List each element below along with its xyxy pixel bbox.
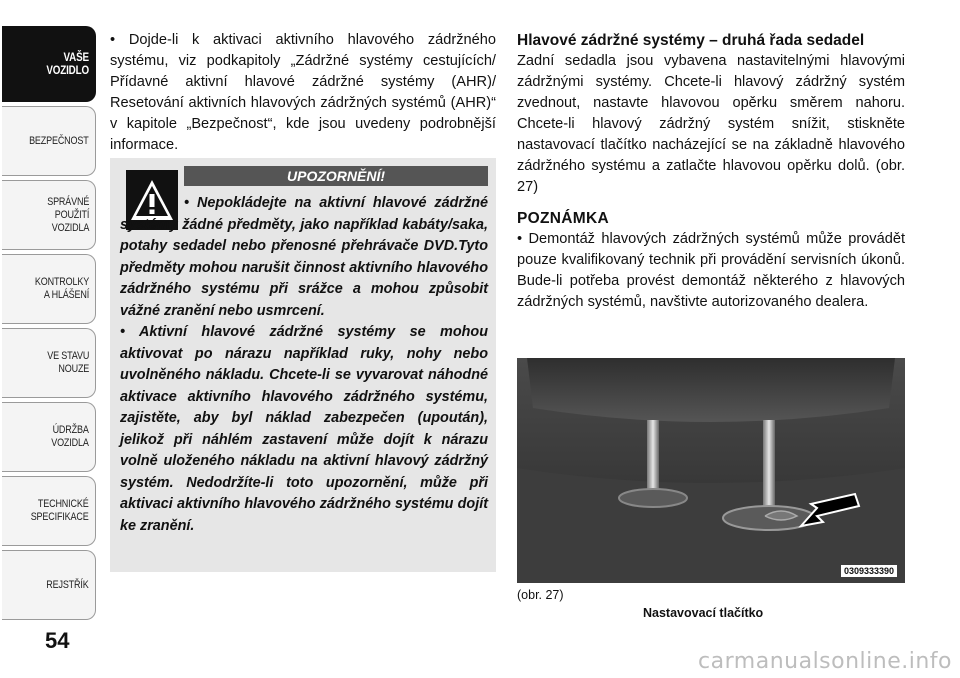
chapter-tabs <box>0 0 100 678</box>
figure-label: (obr. 27) <box>517 588 564 602</box>
tab-ve-stavu-nouze[interactable]: VE STAVU NOUZE <box>2 328 96 398</box>
warning-item-1: • Nepokládejte na aktivní hlavové zádržné systémy žádné předměty, jako například kabáty/saka, potahy sedadel nebo přenosné přehrávače DVD.Tyto předměty mohou narušit činnost aktivního hlavového zádržného systému při srážce a mohou způsobit vážné zranění nebo usmrcení. <box>120 195 488 319</box>
note-paragraph: • Demontáž hlavových zádržných systémů může provádět pouze kvalifikovaný technik při provádění servisních úkonů. Bude-li potřeba provést demontáž některého z hlavových zádržných systémů, navštivte autorizovaného dealera. <box>517 231 905 310</box>
figure-caption: Nastavovací tlačítko <box>643 606 764 620</box>
warning-item-2: • Aktivní hlavové zádržné systémy se mohou aktivovat po nárazu například ruky, nohy nebo uvolněného nákladu. Chcete-li se vyvarovat náhodné aktivace aktivního hlavového zádržného systému, zajistěte, aby byl náklad zabezpečen (upoután), jelikož při náhlém zastavení může dojít k nárazu volně uloženého nákladu na aktivní hlavový zádržný systém. Nedodržíte-li toto upozornění, může při aktivaci aktivního hlavového zádržného systému dojít ke zranění. <box>120 324 488 534</box>
left-column <box>110 30 496 156</box>
photo-code: 0309333390 <box>841 565 897 577</box>
watermark: carmanualsonline.info <box>698 649 952 674</box>
tab-technicke-specifikace[interactable]: TECHNICKÉ SPECIFIKACE <box>2 476 96 546</box>
tab-vase-vozidlo[interactable]: VAŠE VOZIDLO <box>2 26 96 102</box>
warning-title: UPOZORNĚNÍ! <box>184 166 488 186</box>
warning-item-1-wrap <box>120 193 488 322</box>
headrest-photo <box>517 358 905 583</box>
warning-box <box>110 158 496 572</box>
tab-rejstrik[interactable]: REJSTŘÍK <box>2 550 96 620</box>
tab-spravne-pouziti-vozidla[interactable]: SPRÁVNÉ POUŽITÍ VOZIDLA <box>2 180 96 250</box>
right-column <box>517 30 905 313</box>
warning-text <box>120 193 488 537</box>
intro-paragraph: • Dojde-li k aktivaci aktivního hlavového zádržného systému, viz podkapitoly „Zádržné systémy cestujících/ Přídavné aktivní hlavové zádržné systémy (AHR)/ Resetování aktivních hlavových zádržných systémů (AHR)“ v kapitole „Bezpečnost“, kde jsou uvedeny podrobnější informace. <box>110 32 496 153</box>
tab-udrzba-vozidla[interactable]: ÚDRŽBA VOZIDLA <box>2 402 96 472</box>
page-number: 54 <box>45 628 70 653</box>
section-heading: Hlavové zádržné systémy – druhá řada sedadel <box>517 32 865 49</box>
tab-kontrolky-a-hlaseni[interactable]: KONTROLKY A HLÁŠENÍ <box>2 254 96 324</box>
headrest-illustration <box>517 358 905 583</box>
note-heading: POZNÁMKA <box>517 210 609 227</box>
section-paragraph: Zadní sedadla jsou vybavena nastavitelnými hlavovými zádržnými systémy. Chcete-li hlavový zádržný systém zvednout, nastavte hlavovou opěrku směrem nahoru. Chcete-li hlavový zádržný systém snížit, stiskněte nastavovací tlačítko nacházející se na základně hlavového zádržného systému a zatlačte hlavovou opěrku dolů. (obr. 27) <box>517 53 905 195</box>
tab-bezpecnost[interactable]: BEZPEČNOST <box>2 106 96 176</box>
